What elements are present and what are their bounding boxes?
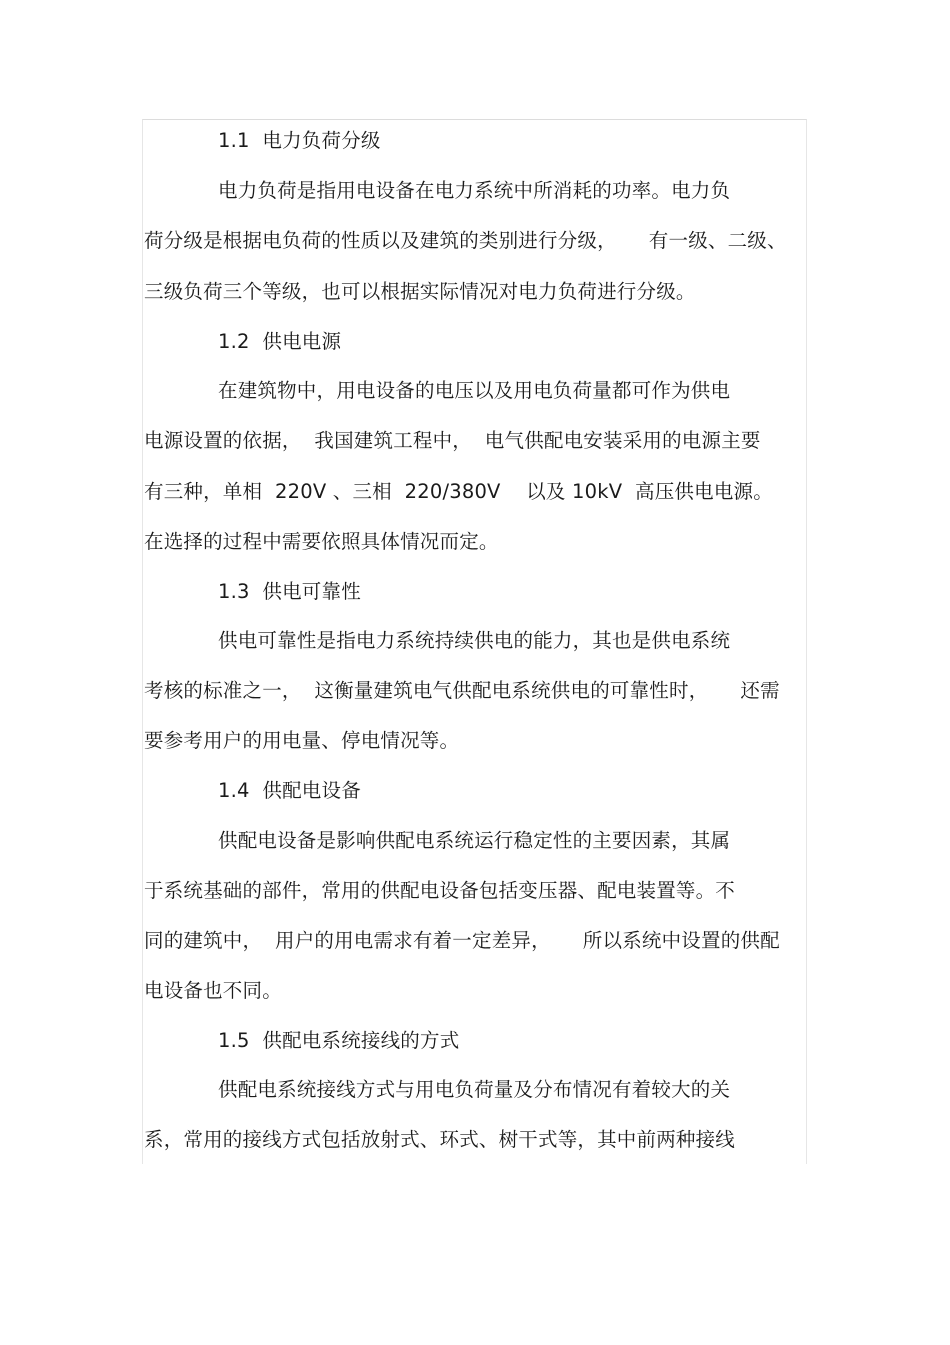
heading-1-5: 1.5 供配电系统接线的方式 <box>218 1029 460 1052</box>
paragraph-line: 电源设置的依据， 我国建筑工程中， 电气供配电安装采用的电源主要 <box>144 429 761 452</box>
paragraph-line: 在选择的过程中需要依照具体情况而定。 <box>144 530 499 553</box>
paragraph-line: 系，常用的接线方式包括放射式、环式、树干式等，其中前两种接线 <box>144 1128 736 1151</box>
heading-1-2: 1.2 供电电源 <box>218 330 342 353</box>
heading-1-4: 1.4 供配电设备 <box>218 779 361 802</box>
paragraph-line: 在建筑物中，用电设备的电压以及用电负荷量都可作为供电 <box>218 379 731 402</box>
paragraph-line: 三级负荷三个等级，也可以根据实际情况对电力负荷进行分级。 <box>144 280 696 303</box>
paragraph-line: 供电可靠性是指电力系统持续供电的能力，其也是供电系统 <box>218 629 731 652</box>
paragraph-line: 有三种，单相 220V 、三相 220/380V 以及 10kV 高压供电电源。 <box>144 480 773 503</box>
paragraph-line: 要参考用户的用电量、停电情况等。 <box>144 729 460 752</box>
paragraph-line: 考核的标准之一， 这衡量建筑电气供配电系统供电的可靠性时， 还需 <box>144 679 780 702</box>
paragraph-line: 同的建筑中， 用户的用电需求有着一定差异， 所以系统中设置的供配 <box>144 929 780 952</box>
paragraph-line: 供配电系统接线方式与用电负荷量及分布情况有着较大的关 <box>218 1078 731 1101</box>
paragraph-line: 供配电设备是影响供配电系统运行稳定性的主要因素，其属 <box>218 829 731 852</box>
paragraph-line: 电力负荷是指用电设备在电力系统中所消耗的功率。电力负 <box>218 179 731 202</box>
heading-1-1: 1.1 电力负荷分级 <box>218 129 381 152</box>
heading-1-3: 1.3 供电可靠性 <box>218 580 361 603</box>
paragraph-line: 电设备也不同。 <box>144 979 282 1002</box>
paragraph-line: 荷分级是根据电负荷的性质以及建筑的类别进行分级， 有一级、二级、 <box>144 229 787 252</box>
paragraph-line: 于系统基础的部件，常用的供配电设备包括变压器、配电装置等。不 <box>144 879 736 902</box>
